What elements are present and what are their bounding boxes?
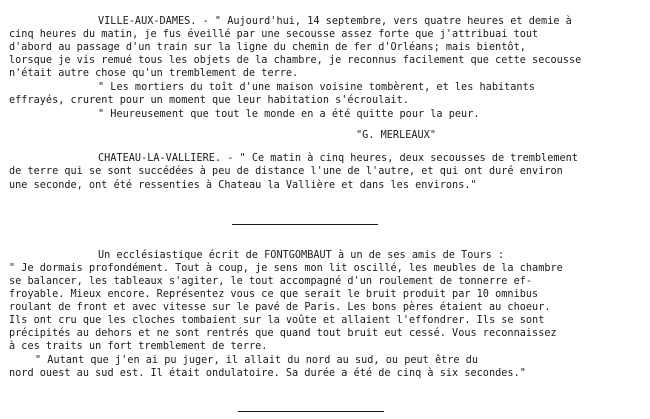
text-line: lorsque je vis remué tous les objets de la chambre, je reconnus facilement que cette secousse: [9, 55, 582, 66]
text-line: roulant de front et avec vitesse sur le pavé de Paris. Les bons pères étaient au choeur.: [9, 302, 551, 313]
text-line: nord ouest au sud est. Il était ondulatoire. Sa durée a été de cinq à six secondes.": [9, 368, 526, 379]
text-line: Un ecclésiastique écrit de FONTGOMBAUT à un de ses amis de Tours :: [98, 250, 505, 261]
text-line: VILLE-AUX-DAMES. - " Aujourd'hui, 14 septembre, vers quatre heures et demie à: [98, 16, 572, 27]
text-line: à ces traits un fort tremblement de terre.: [9, 341, 268, 352]
text-line: " Les mortiers du toît d'une maison voisine tombèrent, et les habitants: [98, 82, 535, 93]
text-line: effrayés, crurent pour un moment que leur habitation s'écroulait.: [9, 95, 409, 106]
signature-line: "G. MERLEAUX": [356, 130, 436, 141]
text-line: " Autant que j'en ai pu juger, il allait du nord au sud, ou peut être du: [35, 355, 479, 366]
text-line: n'était autre chose qu'un tremblement de terre.: [9, 68, 299, 79]
text-line: d'abord au passage d'un train sur la ligne du chemin de fer d'Orléans; mais bientôt,: [9, 42, 526, 53]
text-line: " Heureusement que tout le monde en a été quitte pour la peur.: [98, 109, 480, 120]
text-line: Ils ont cru que les cloches tombaient sur la voûte et allaient l'effondrer. Ils se sont: [9, 315, 545, 326]
text-line: une seconde, ont été ressenties à Chateau la Vallière et dans les environs.": [9, 180, 477, 191]
text-line: CHATEAU-LA-VALLIERE. - " Ce matin à cinq heures, deux secousses de tremblement: [98, 153, 578, 164]
text-line: se balancer, les tableaux s'agiter, le tout accompagné d'un roulement de tonnerre ef-: [9, 276, 533, 287]
text-line: précipités au dehors et ne sont rentrés que quand tout bruit eut cessé. Vous reconnaissez: [9, 328, 557, 339]
text-line: cinq heures du matin, je fus éveillé par une secousse assez forte que j'attribuai tout: [9, 29, 539, 40]
text-line: de terre qui se sont succédées à peu de distance l'une de l'autre, et qui ont duré environ: [9, 166, 563, 177]
section-divider: [232, 224, 378, 225]
section-divider: [238, 411, 384, 412]
text-line: froyable. Mieux encore. Représentez vous ce que serait le bruit produit par 10 omnibus: [9, 289, 539, 300]
text-line: " Je dormais profondément. Tout à coup, je sens mon lit oscillé, les meubles de la chambre: [9, 263, 563, 274]
